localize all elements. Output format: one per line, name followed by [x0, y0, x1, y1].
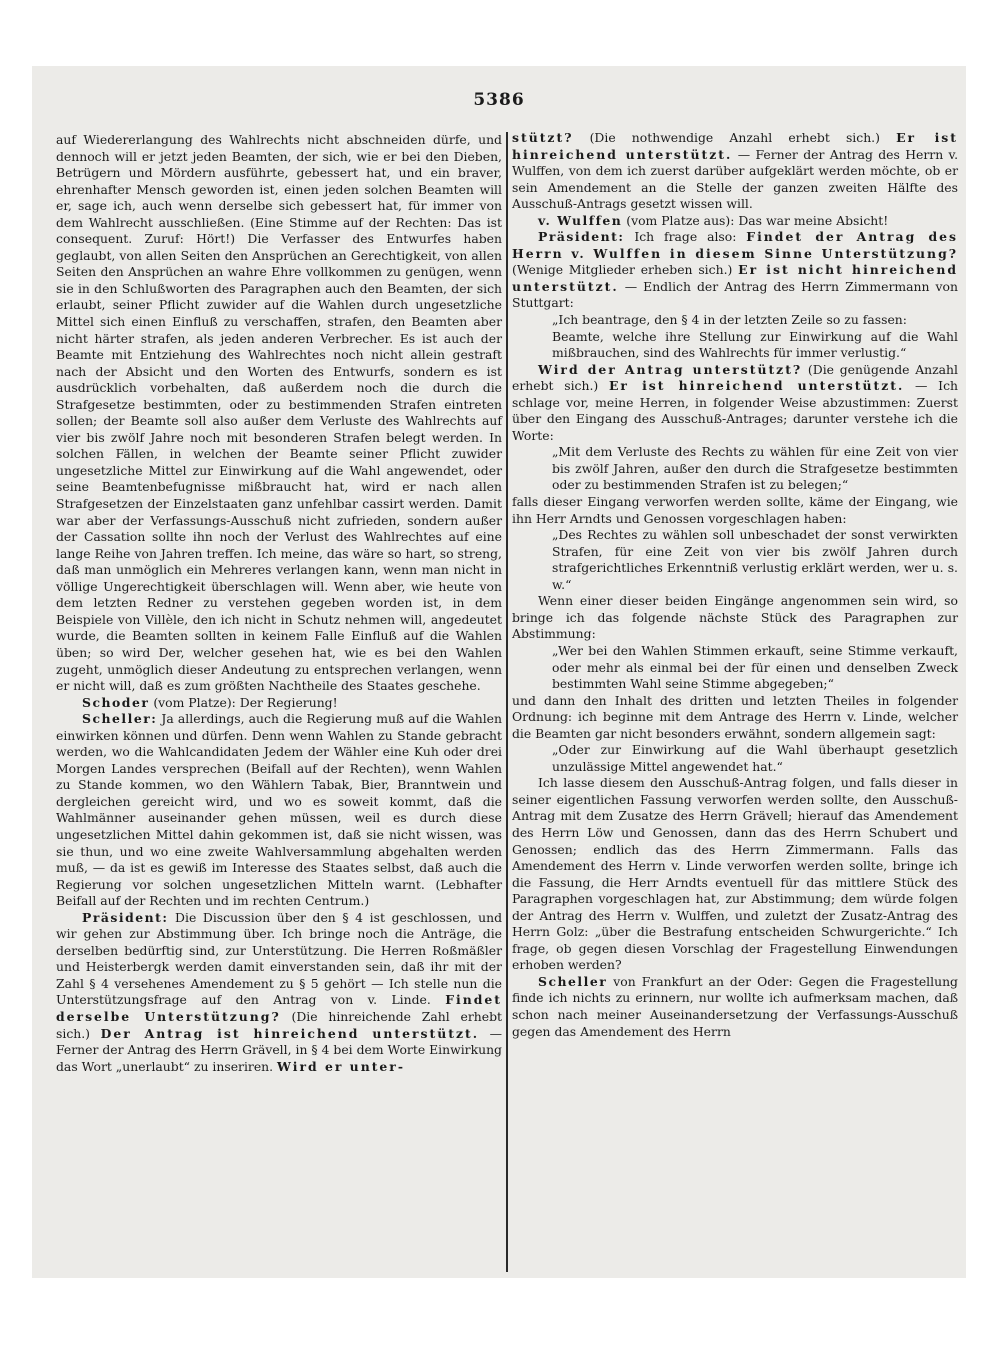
quoted-motion: „Des Rechtes zu wählen soll unbeschadet der sonst verwirkten Strafen, für eine Zeit von vier bis zwölf Jahren durch strafgerichtliches Erkenntniß verlustig erklärt werden, wer u. s. w.“	[552, 527, 958, 592]
quoted-motion: Beamte, welche ihre Stellung zur Einwirkung auf die Wahl mißbrauchen, sind des Wahlrechts für immer verlustig.“	[552, 328, 958, 361]
speaker-name: Scheller:	[82, 711, 158, 727]
paragraph: v. Wulffen (vom Platze aus): Das war meine Absicht!	[538, 212, 889, 228]
speaker-name: Schoder	[82, 694, 150, 710]
quoted-motion: „Wer bei den Wahlen Stimmen erkauft, seine Stimme verkauft, oder mehr als einmal bei der für einen und denselben Zweck bestimmten Wahl seine Stimme abgegeben;“	[552, 642, 958, 692]
paragraph: Präsident: Die Discussion über den § 4 ist geschlossen, und wir gehen zur Abstimmung über. Ich bringe noch die Anträge, die derselben bedürftig sind, zur Unterstützung. Die Herren Roßmäßler und Heisterbergk werden damit einverstanden sein, daß ihr mit der Zahl § 4 versehenes Amendement zu § 5 gehört — Ich stelle nun die Unterstützungsfrage auf den Antrag von v. Linde. Findet derselbe Unterstützung? (Die hinreichende Zahl erhebt sich.) Der Antrag ist hinreichend unterstützt. — Ferner der Antrag des Herrn Grävell, in § 4 bei dem Worte Einwirkung das Wort „unerlaubt“ zu inseriren. Wird er unter-	[56, 909, 502, 1074]
quoted-motion: „Oder zur Einwirkung auf die Wahl überhaupt gesetzlich unzulässige Mittel angewendet hat.“	[552, 742, 958, 774]
paragraph: Präsident: Ich frage also: Findet der Antrag des Herrn v. Wulffen in diesem Sinne Unterstützung? (Wenige Mitglieder erheben sich.) Er ist nicht hinreichend unterstützt. — Endlich der Antrag des Herrn Zimmermann von Stuttgart:	[512, 229, 959, 311]
paragraph: auf Wiedererlangung des Wahlrechts nicht abschneiden dürfe, und dennoch will er jetzt jeden Beamten, der sich, wie er bei den Dieben, Betrügern und Mördern ausführte, gebessert hat, und ein braver, ehrenhafter Mensch geworden ist, einen jeden solchen Beamten will er, sage ich, auch wenn derselbe sich gebessert hat, für immer von dem Wahlrecht ausschließen. (Eine Stimme auf der Rechten: Das ist consequent. Zuruf: Hört!) Die Verfasser des Entwurfes haben geglaubt, von allen Seiten den Ansprüchen an Gerechtigkeit, von allen Seiten den Ansprüchen an wahre Ehre vollkommen zu genügen, wenn sie in den Schlußworten des Paragraphen auch den Beamten, der sich erlaubt, seiner Pflicht zuwider auf die Wahlen durch ungesetzliche Mittel sich einen Einfluß zu verschaffen, strafen, den Beamten aber nicht härter strafen, als jeden anderen Verbrecher. Es ist auch der Beamte mit Entziehung des Wahlrechtes noch nicht allein gestraft nach der Absicht und den Worten des Entwurfs, sondern es ist ausdrücklich vorbehalten, daß außerdem noch die durch die Strafgesetze bestimmten, oder zu bestimmenden Strafen eintreten sollen; der Beamte soll also außer dem Verluste des Wahlrechts auf vier bis zwölf Jahre noch mit besonderen Strafen belegt werden. In solchen Fällen, in welchen der Beamte seiner Pflicht zuwider ungesetzliche Mittel zur Einwirkung auf die Wahl angewendet, oder seine Beamtenbefugnisse mißbraucht hat, wird er nach allen Strafgesetzen der Einzelstaaten ganz unfehlbar cassirt werden. Damit war aber der Verfassungs-Ausschuß nicht zufrieden, sondern außer der Cassation sollte ihn noch der Verlust des Wahlrechtes auf eine lange Reihe von Jahren treffen. Ich meine, das wäre so hart, so streng, daß man unmöglich ein Mehreres verlangen kann, wenn man nicht in völlige Ungerechtigkeit überschlagen will. Wenn aber, wie heute von dem letzten Redner zu verstehen gegeben worden ist, in dem Beispiele von Villèle, den ich nicht in Schutz nehmen will, angedeutet wurde, die Beamten sollten in keinem Falle Einfluß auf die Wahlen üben; so wird Der, welcher gesehen hat, wie es bei den Wahlen zugeht, unmöglich dieser Andeutung zu entsprechen verlangen, wenn er nicht will, daß es zum größten Nachtheile des Staates geschehe.	[56, 132, 502, 694]
paragraph: Schoder (vom Platze): Der Regierung!	[82, 694, 338, 710]
column-divider	[506, 132, 508, 1272]
paragraph: falls dieser Eingang verworfen werden sollte, käme der Eingang, wie ihn Herr Arndts und Genossen vorgeschlagen haben:	[512, 494, 958, 526]
quoted-motion: „Mit dem Verluste des Rechts zu wählen für eine Zeit von vier bis zwölf Jahren, außer den durch die Strafgesetze bestimmten oder zu bestimmenden Strafen ist zu belegen;“	[552, 444, 958, 493]
paragraph: stützt? (Die nothwendige Anzahl erhebt sich.) Er ist hinreichend unterstützt. — Ferner der Antrag des Herrn v. Wulffen, von dem ich zuerst darüber aufgeklärt werden möchte, ob er sein Amendement an die Stelle der ganzen zweiten Hälfte des Ausschuß-Antrags gesetzt wissen will.	[512, 130, 959, 212]
paragraph: und dann den Inhalt des dritten und letzten Theiles in folgender Ordnung: ich beginne mit dem Antrage des Herrn v. Linde, welcher die Beamten gar nicht besonders erwähnt, sondern allgemein sagt:	[512, 692, 958, 741]
paragraph: Wird der Antrag unterstützt? (Die genügende Anzahl erhebt sich.) Er ist hinreichend unterstützt. — Ich schlage vor, meine Herren, in folgender Weise abzustimmen: Zuerst über den Eingang des Ausschuß-Antrages; darunter verstehe ich die Worte:	[512, 361, 958, 443]
paragraph: Ich lasse diesem den Ausschuß-Antrag folgen, und falls dieser in seiner eigentlichen Fassung verworfen werden sollte, den Ausschuß-Antrag mit dem Zusatze des Herrn Grävell; hierauf das Amendement des Herrn Löw und Genossen, dann das des Herrn Schubert und Genossen; endlich das des Herrn Zimmermann. Falls das Amendement des Herrn v. Linde verworfen werden sollte, bringe ich die Fassung, die Herr Arndts eventuell für das mittlere Stück des Paragraphen vorgeschlagen hat, zur Abstimmung; dem würde folgen der Antrag des Herrn v. Wulffen, und zuletzt der Zusatz-Antrag des Herrn Golz: „über die Bestrafung entscheiden Schwurgerichte.“ Ich frage, ob gegen diesen Vorschlag der Fragestellung Einwendungen erhoben werden?	[512, 775, 958, 973]
speaker-name: Präsident:	[82, 909, 169, 925]
page-number: 5386	[473, 90, 525, 110]
speaker-name: Präsident:	[538, 229, 625, 245]
paragraph: Wenn einer dieser beiden Eingänge angenommen sein wird, so bringe ich das folgende nächste Stück des Paragraphen zur Abstimmung:	[512, 593, 958, 642]
paragraph: Scheller von Frankfurt an der Oder: Gegen die Fragestellung finde ich nichts zu erinnern, nur wollte ich aufmerksam machen, daß schon nach meiner Auseinandersetzung der Verfassungs-Ausschuß gegen das Amendement des Herrn	[512, 973, 958, 1039]
quoted-motion: „Ich beantrage, den § 4 in der letzten Zeile so zu fassen:	[552, 312, 907, 328]
paragraph: Scheller: Ja allerdings, auch die Regierung muß auf die Wahlen einwirken können und dürfen. Denn wenn Wahlen zu Stande gebracht werden, wo die Wahlcandidaten Jedem der Wähler eine Kuh oder drei Morgen Landes versprechen (Beifall auf der Rechten), wenn Wahlen zu Stande kommen, wo den Wählern Tabak, Bier, Branntwein und dergleichen gereicht wird, und wo es soweit kommt, daß die Wahlmänner auseinander gehen müssen, weil es durch diese ungesetzlichen Mittel dahin gekommen ist, daß sie nicht wissen, was sie thun, und wo eine zweite Wahlversammlung abgehalten werden muß, — da ist es gewiß im Interesse des Staates selbst, daß auch die Regierung vor solchen ungesetzlichen Mitteln warnt. (Lebhafter Beifall auf der Rechten und im rechten Centrum.)	[56, 711, 502, 909]
speaker-name: Scheller	[538, 973, 608, 989]
right-column	[512, 130, 958, 1040]
left-column	[56, 132, 502, 1075]
page-sheet	[32, 66, 966, 1278]
speaker-name: v. Wulffen	[538, 212, 623, 228]
